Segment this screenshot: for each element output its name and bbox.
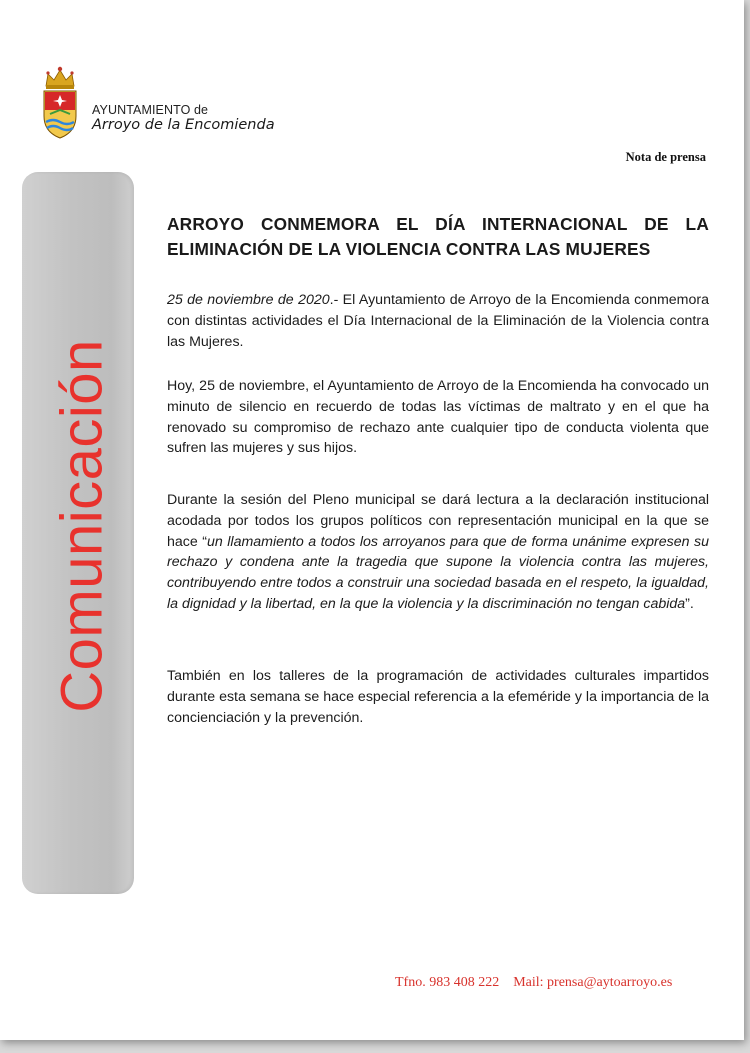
quote: un llamamiento a todos los arroyanos para que de forma unánime expresen su rechazo y condena ante la tragedia que supone la violencia contra las mujeres, contribuyendo entre todos a construir una sociedad basada en el respeto, la igualdad, la dignidad y la libertad, en la que la violencia y la discriminación no tengan cabida: [167, 533, 709, 612]
footer-phone: Tfno. 983 408 222: [395, 975, 500, 990]
title-line-1: ARROYO CONMEMORA EL DÍA INTERNACIONAL DE LA: [167, 214, 709, 234]
footer-mail[interactable]: Mail: prensa@aytoarroyo.es: [513, 975, 673, 990]
paragraph-1: [167, 290, 709, 352]
dateline: 25 de noviembre de 2020: [167, 292, 330, 308]
paragraph-4: También en los talleres de la programación de actividades culturales impartidos durante esta semana se hace especial referencia a la efeméride y la importancia de la concienciación y la prevención.: [167, 668, 709, 726]
municipal-coat-of-arms-icon: [40, 64, 80, 140]
footer-contact: [395, 975, 672, 991]
paragraph-2: Hoy, 25 de noviembre, el Ayuntamiento de Arroyo de la Encomienda ha convocado un minuto de silencio en recuerdo de todas las víctimas de maltrato y en el que ha renovado su compromiso de rechazo ante cualquier tipo de conducta violenta que sufren las mujeres y sus hijos.: [167, 378, 709, 457]
paragraph-3-end: ”.: [685, 595, 694, 612]
org-label: AYUNTAMIENTO de: [92, 103, 209, 117]
paragraph-3-text: Durante la sesión del Pleno municipal se dará lectura a la declaración institucional acodada por todos los grupos políticos con representación municipal en la que se hace “: [167, 492, 709, 550]
press-release-title: [167, 212, 709, 262]
paragraph-1-text: .- El Ayuntamiento de Arroyo de la Encomienda conmemora con distintas actividades el Día Internacional de la Eliminación de la Violencia contra las Mujeres.: [167, 292, 709, 350]
paragraph-3: [167, 490, 709, 615]
title-line-2: ELIMINACIÓN DE LA VIOLENCIA CONTRA LAS MUJERES: [167, 239, 651, 259]
press-note-label: Nota de prensa: [625, 150, 706, 164]
sidebar-word: Comunicación: [49, 339, 115, 713]
org-name: Arroyo de la Encomienda: [92, 117, 275, 133]
